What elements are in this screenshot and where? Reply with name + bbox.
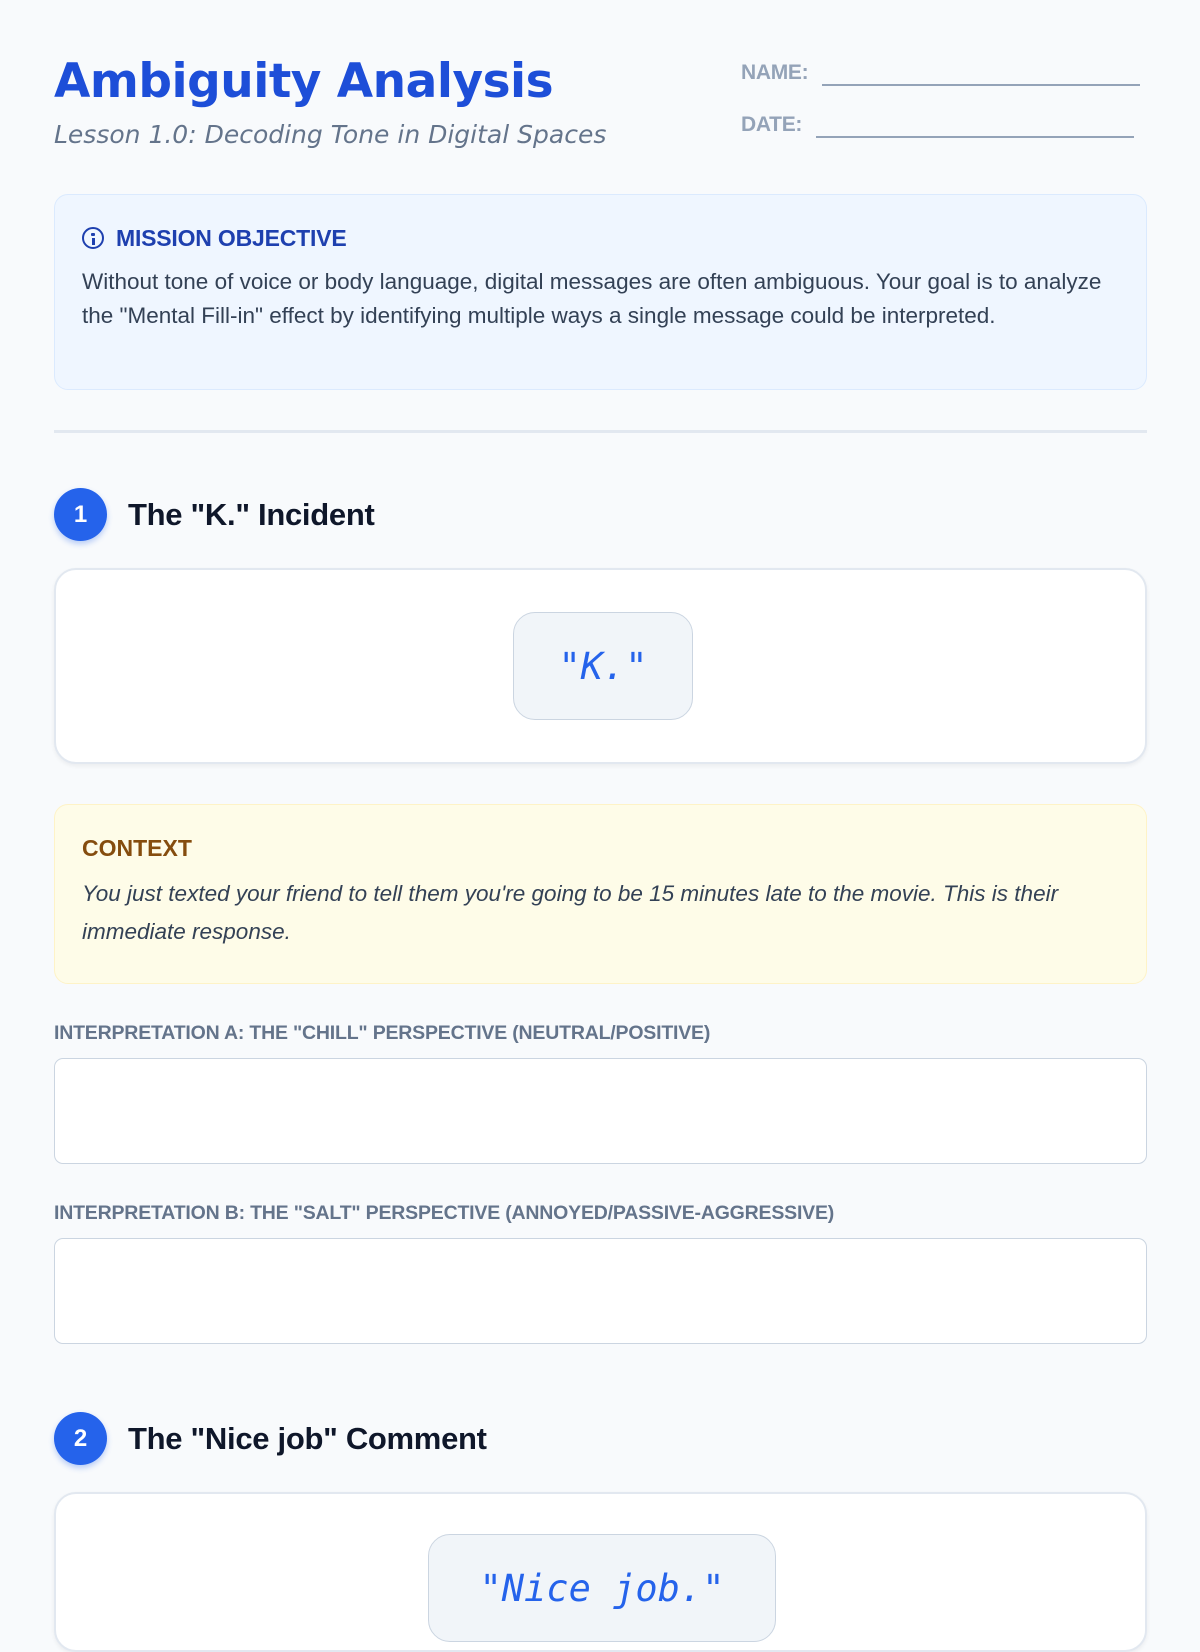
- date-label: DATE:: [741, 113, 803, 136]
- interpretation-a-label: INTERPRETATION A: THE "CHILL" PERSPECTIVE (NEUTRAL/POSITIVE): [54, 1022, 711, 1044]
- date-field: [741, 112, 1134, 138]
- name-field: [741, 60, 1140, 86]
- section-2-header: [54, 1412, 487, 1465]
- page-title: Ambiguity Analysis: [54, 54, 554, 109]
- section-number-badge: 1: [54, 488, 107, 541]
- message-card: [54, 568, 1147, 764]
- context-text: You just texted your friend to tell them you're going to be 15 minutes late to the movie. This is their immediate response.: [82, 881, 1059, 944]
- mission-text: Without tone of voice or body language, digital messages are often ambiguous. Your goal is to analyze the "Mental Fill-in" effect by identifying multiple ways a single message could be interpreted.: [82, 269, 1102, 328]
- mission-title: MISSION OBJECTIVE: [116, 224, 347, 251]
- context-title: CONTEXT: [82, 835, 192, 861]
- section-divider: [54, 430, 1147, 433]
- message-bubble: "Nice job.": [428, 1534, 776, 1642]
- section-1-header: [54, 488, 374, 541]
- mission-objective-box: [54, 194, 1147, 390]
- mission-header: [82, 223, 1119, 253]
- info-icon: [82, 227, 104, 249]
- worksheet-page: [54, 0, 1147, 1610]
- page-subtitle: Lesson 1.0: Decoding Tone in Digital Spaces: [54, 120, 607, 149]
- name-input-line[interactable]: [822, 60, 1140, 86]
- section-title: The "Nice job" Comment: [128, 1420, 487, 1456]
- section-title: The "K." Incident: [128, 496, 375, 532]
- name-label: NAME:: [741, 61, 809, 84]
- context-box: [54, 804, 1147, 984]
- message-card: [54, 1492, 1147, 1652]
- worksheet-header: [54, 0, 1147, 190]
- message-bubble: "K.": [513, 612, 693, 720]
- section-number-badge: 2: [54, 1412, 107, 1465]
- interpretation-a-input[interactable]: [54, 1058, 1147, 1164]
- interpretation-b-input[interactable]: [54, 1238, 1147, 1344]
- interpretation-b-label: INTERPRETATION B: THE "SALT" PERSPECTIVE (ANNOYED/PASSIVE-AGGRESSIVE): [54, 1202, 835, 1224]
- date-input-line[interactable]: [816, 112, 1134, 138]
